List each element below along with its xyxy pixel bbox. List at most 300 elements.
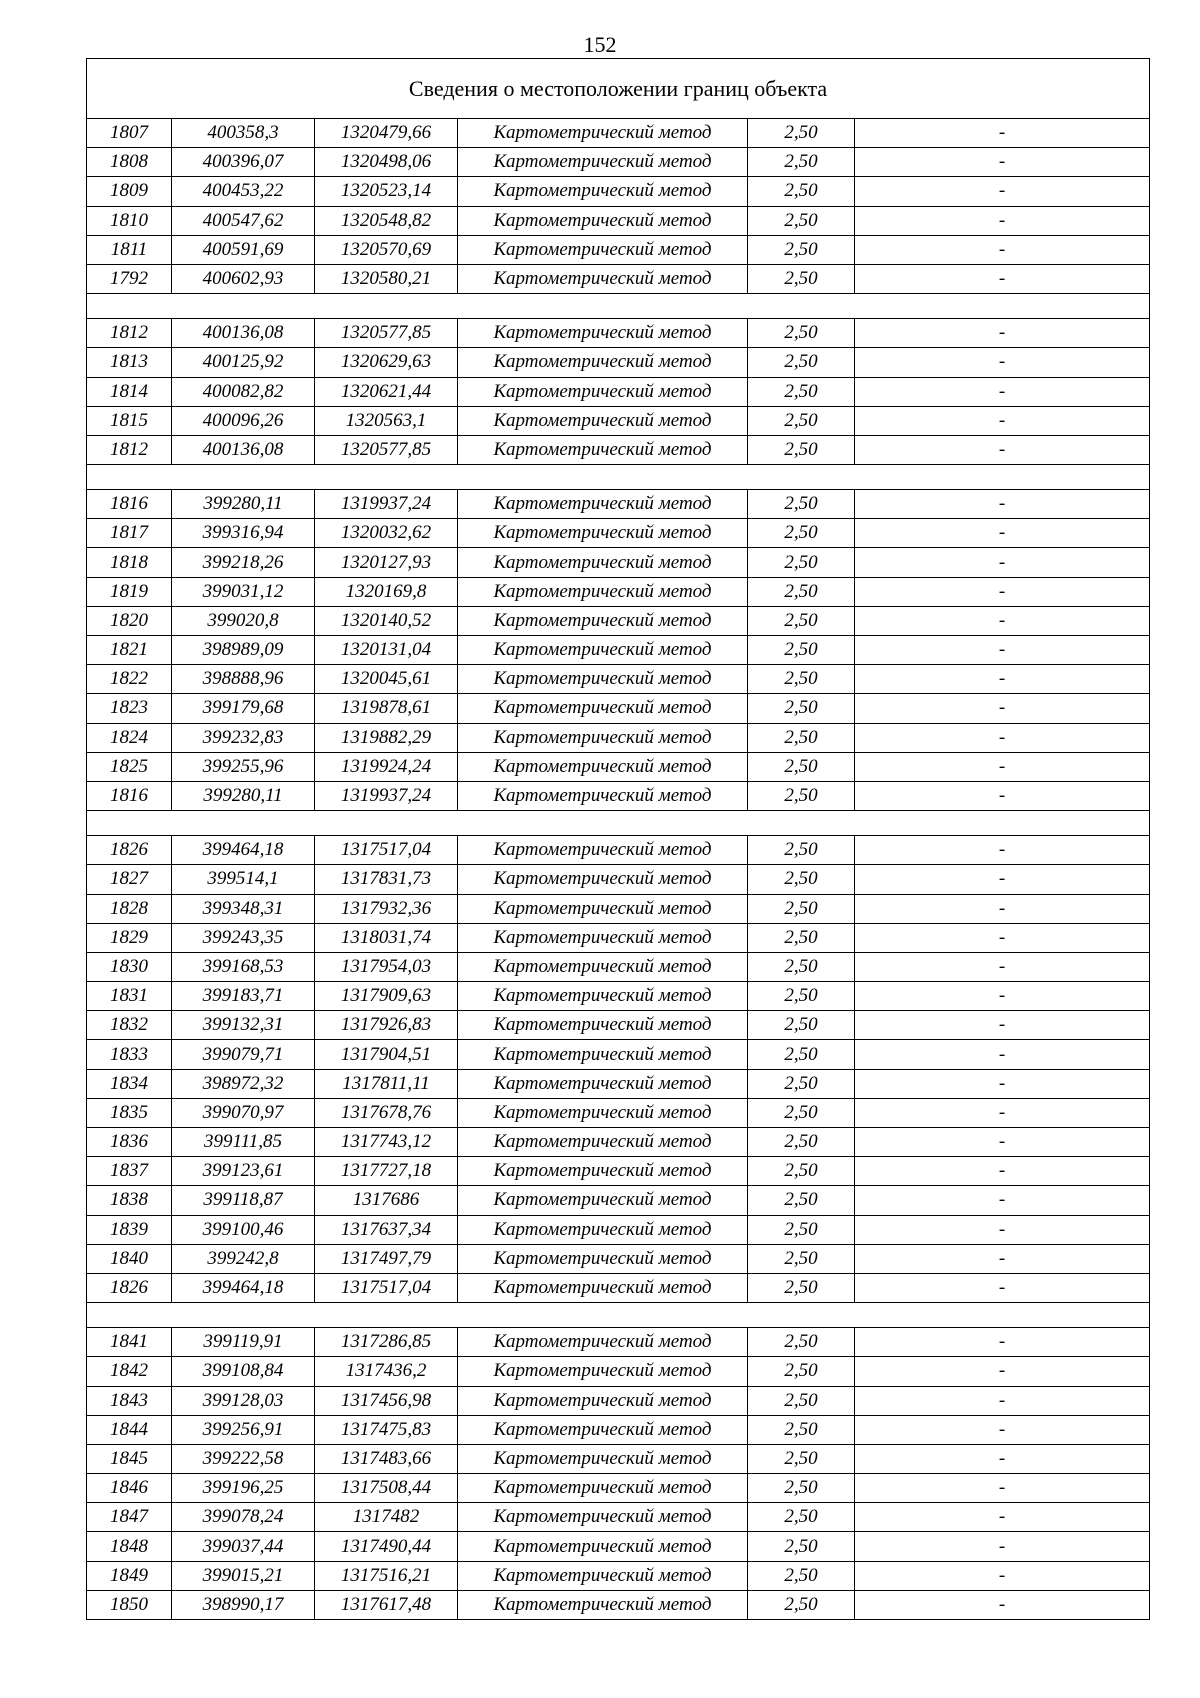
description-cell: - xyxy=(855,1474,1150,1503)
y-coordinate-cell: 1317727,18 xyxy=(315,1157,458,1186)
point-number-cell: 1813 xyxy=(87,348,172,377)
y-coordinate-cell: 1317516,21 xyxy=(315,1561,458,1590)
x-coordinate-cell: 399316,94 xyxy=(172,519,315,548)
description-cell: - xyxy=(855,148,1150,177)
x-coordinate-cell: 400358,3 xyxy=(172,119,315,148)
point-number-cell: 1836 xyxy=(87,1128,172,1157)
point-number-cell: 1844 xyxy=(87,1415,172,1444)
point-number-cell: 1839 xyxy=(87,1215,172,1244)
x-coordinate-cell: 399464,18 xyxy=(172,836,315,865)
accuracy-cell: 2,50 xyxy=(748,1328,855,1357)
x-coordinate-cell: 400602,93 xyxy=(172,264,315,293)
description-cell: - xyxy=(855,1357,1150,1386)
point-number-cell: 1831 xyxy=(87,982,172,1011)
point-number-cell: 1830 xyxy=(87,952,172,981)
accuracy-cell: 2,50 xyxy=(748,119,855,148)
accuracy-cell: 2,50 xyxy=(748,348,855,377)
x-coordinate-cell: 398972,32 xyxy=(172,1069,315,1098)
y-coordinate-cell: 1320570,69 xyxy=(315,235,458,264)
point-number-cell: 1826 xyxy=(87,836,172,865)
y-coordinate-cell: 1317497,79 xyxy=(315,1244,458,1273)
table-row xyxy=(87,1415,1150,1444)
method-cell: Картометрический метод xyxy=(458,606,748,635)
method-cell: Картометрический метод xyxy=(458,235,748,264)
separator-cell xyxy=(87,465,1150,490)
description-cell: - xyxy=(855,377,1150,406)
description-cell: - xyxy=(855,548,1150,577)
separator-cell xyxy=(87,294,1150,319)
x-coordinate-cell: 399123,61 xyxy=(172,1157,315,1186)
x-coordinate-cell: 399079,71 xyxy=(172,1040,315,1069)
description-cell: - xyxy=(855,982,1150,1011)
table-row xyxy=(87,894,1150,923)
point-number-cell: 1817 xyxy=(87,519,172,548)
method-cell: Картометрический метод xyxy=(458,1386,748,1415)
contour-separator-row xyxy=(87,1303,1150,1328)
point-number-cell: 1848 xyxy=(87,1532,172,1561)
y-coordinate-cell: 1317811,11 xyxy=(315,1069,458,1098)
description-cell: - xyxy=(855,1386,1150,1415)
accuracy-cell: 2,50 xyxy=(748,923,855,952)
point-number-cell: 1827 xyxy=(87,865,172,894)
x-coordinate-cell: 399037,44 xyxy=(172,1532,315,1561)
accuracy-cell: 2,50 xyxy=(748,1474,855,1503)
description-cell: - xyxy=(855,264,1150,293)
method-cell: Картометрический метод xyxy=(458,1273,748,1302)
method-cell: Картометрический метод xyxy=(458,148,748,177)
table-row xyxy=(87,435,1150,464)
method-cell: Картометрический метод xyxy=(458,1561,748,1590)
accuracy-cell: 2,50 xyxy=(748,1215,855,1244)
y-coordinate-cell: 1320479,66 xyxy=(315,119,458,148)
boundary-table-container xyxy=(86,58,1149,1620)
point-number-cell: 1847 xyxy=(87,1503,172,1532)
description-cell: - xyxy=(855,519,1150,548)
y-coordinate-cell: 1317508,44 xyxy=(315,1474,458,1503)
description-cell: - xyxy=(855,1273,1150,1302)
description-cell: - xyxy=(855,781,1150,810)
table-row xyxy=(87,1011,1150,1040)
method-cell: Картометрический метод xyxy=(458,781,748,810)
method-cell: Картометрический метод xyxy=(458,206,748,235)
x-coordinate-cell: 399218,26 xyxy=(172,548,315,577)
y-coordinate-cell: 1320621,44 xyxy=(315,377,458,406)
separator-cell xyxy=(87,1303,1150,1328)
contour-separator-row xyxy=(87,811,1150,836)
accuracy-cell: 2,50 xyxy=(748,377,855,406)
table-row xyxy=(87,836,1150,865)
accuracy-cell: 2,50 xyxy=(748,723,855,752)
table-row xyxy=(87,406,1150,435)
y-coordinate-cell: 1318031,74 xyxy=(315,923,458,952)
method-cell: Картометрический метод xyxy=(458,836,748,865)
table-row xyxy=(87,490,1150,519)
point-number-cell: 1810 xyxy=(87,206,172,235)
method-cell: Картометрический метод xyxy=(458,694,748,723)
accuracy-cell: 2,50 xyxy=(748,577,855,606)
y-coordinate-cell: 1320563,1 xyxy=(315,406,458,435)
table-row xyxy=(87,1040,1150,1069)
point-number-cell: 1828 xyxy=(87,894,172,923)
x-coordinate-cell: 399256,91 xyxy=(172,1415,315,1444)
point-number-cell: 1838 xyxy=(87,1186,172,1215)
y-coordinate-cell: 1317904,51 xyxy=(315,1040,458,1069)
method-cell: Картометрический метод xyxy=(458,177,748,206)
point-number-cell: 1812 xyxy=(87,319,172,348)
method-cell: Картометрический метод xyxy=(458,1069,748,1098)
accuracy-cell: 2,50 xyxy=(748,606,855,635)
point-number-cell: 1816 xyxy=(87,490,172,519)
table-row xyxy=(87,723,1150,752)
y-coordinate-cell: 1317490,44 xyxy=(315,1532,458,1561)
table-row xyxy=(87,1186,1150,1215)
accuracy-cell: 2,50 xyxy=(748,1098,855,1127)
description-cell: - xyxy=(855,665,1150,694)
description-cell: - xyxy=(855,1186,1150,1215)
x-coordinate-cell: 399108,84 xyxy=(172,1357,315,1386)
point-number-cell: 1821 xyxy=(87,636,172,665)
point-number-cell: 1807 xyxy=(87,119,172,148)
y-coordinate-cell: 1320127,93 xyxy=(315,548,458,577)
point-number-cell: 1816 xyxy=(87,781,172,810)
point-number-cell: 1808 xyxy=(87,148,172,177)
description-cell: - xyxy=(855,1040,1150,1069)
accuracy-cell: 2,50 xyxy=(748,665,855,694)
y-coordinate-cell: 1317475,83 xyxy=(315,1415,458,1444)
x-coordinate-cell: 399514,1 xyxy=(172,865,315,894)
x-coordinate-cell: 400136,08 xyxy=(172,319,315,348)
accuracy-cell: 2,50 xyxy=(748,636,855,665)
description-cell: - xyxy=(855,836,1150,865)
point-number-cell: 1837 xyxy=(87,1157,172,1186)
method-cell: Картометрический метод xyxy=(458,1244,748,1273)
description-cell: - xyxy=(855,952,1150,981)
y-coordinate-cell: 1317517,04 xyxy=(315,1273,458,1302)
description-cell: - xyxy=(855,406,1150,435)
accuracy-cell: 2,50 xyxy=(748,865,855,894)
point-number-cell: 1822 xyxy=(87,665,172,694)
accuracy-cell: 2,50 xyxy=(748,781,855,810)
method-cell: Картометрический метод xyxy=(458,894,748,923)
point-number-cell: 1792 xyxy=(87,264,172,293)
y-coordinate-cell: 1317831,73 xyxy=(315,865,458,894)
table-row xyxy=(87,1157,1150,1186)
x-coordinate-cell: 399179,68 xyxy=(172,694,315,723)
y-coordinate-cell: 1317686 xyxy=(315,1186,458,1215)
x-coordinate-cell: 399100,46 xyxy=(172,1215,315,1244)
x-coordinate-cell: 398888,96 xyxy=(172,665,315,694)
table-title-row xyxy=(87,59,1150,119)
accuracy-cell: 2,50 xyxy=(748,264,855,293)
table-row xyxy=(87,1069,1150,1098)
table-row xyxy=(87,781,1150,810)
table-row xyxy=(87,1590,1150,1619)
table-row xyxy=(87,636,1150,665)
y-coordinate-cell: 1317637,34 xyxy=(315,1215,458,1244)
method-cell: Картометрический метод xyxy=(458,952,748,981)
table-row xyxy=(87,235,1150,264)
page-number: 152 xyxy=(583,32,617,57)
table-row xyxy=(87,1328,1150,1357)
accuracy-cell: 2,50 xyxy=(748,694,855,723)
x-coordinate-cell: 400136,08 xyxy=(172,435,315,464)
table-row xyxy=(87,206,1150,235)
method-cell: Картометрический метод xyxy=(458,1328,748,1357)
description-cell: - xyxy=(855,1561,1150,1590)
x-coordinate-cell: 399128,03 xyxy=(172,1386,315,1415)
y-coordinate-cell: 1317909,63 xyxy=(315,982,458,1011)
description-cell: - xyxy=(855,119,1150,148)
x-coordinate-cell: 399243,35 xyxy=(172,923,315,952)
x-coordinate-cell: 399222,58 xyxy=(172,1444,315,1473)
y-coordinate-cell: 1317286,85 xyxy=(315,1328,458,1357)
description-cell: - xyxy=(855,1157,1150,1186)
x-coordinate-cell: 398990,17 xyxy=(172,1590,315,1619)
description-cell: - xyxy=(855,1244,1150,1273)
accuracy-cell: 2,50 xyxy=(748,1244,855,1273)
x-coordinate-cell: 399070,97 xyxy=(172,1098,315,1127)
point-number-cell: 1840 xyxy=(87,1244,172,1273)
description-cell: - xyxy=(855,177,1150,206)
method-cell: Картометрический метод xyxy=(458,1215,748,1244)
accuracy-cell: 2,50 xyxy=(748,1011,855,1040)
x-coordinate-cell: 400096,26 xyxy=(172,406,315,435)
method-cell: Картометрический метод xyxy=(458,923,748,952)
description-cell: - xyxy=(855,348,1150,377)
accuracy-cell: 2,50 xyxy=(748,490,855,519)
y-coordinate-cell: 1317926,83 xyxy=(315,1011,458,1040)
boundary-coordinates-table xyxy=(86,58,1150,1620)
accuracy-cell: 2,50 xyxy=(748,519,855,548)
method-cell: Картометрический метод xyxy=(458,264,748,293)
description-cell: - xyxy=(855,577,1150,606)
table-row xyxy=(87,1474,1150,1503)
x-coordinate-cell: 399119,91 xyxy=(172,1328,315,1357)
x-coordinate-cell: 399015,21 xyxy=(172,1561,315,1590)
method-cell: Картометрический метод xyxy=(458,636,748,665)
table-row xyxy=(87,148,1150,177)
description-cell: - xyxy=(855,1098,1150,1127)
accuracy-cell: 2,50 xyxy=(748,1561,855,1590)
y-coordinate-cell: 1320169,8 xyxy=(315,577,458,606)
table-row xyxy=(87,319,1150,348)
table-row xyxy=(87,1273,1150,1302)
point-number-cell: 1845 xyxy=(87,1444,172,1473)
table-row xyxy=(87,694,1150,723)
method-cell: Картометрический метод xyxy=(458,1011,748,1040)
x-coordinate-cell: 400547,62 xyxy=(172,206,315,235)
description-cell: - xyxy=(855,1415,1150,1444)
table-row xyxy=(87,119,1150,148)
accuracy-cell: 2,50 xyxy=(748,752,855,781)
accuracy-cell: 2,50 xyxy=(748,235,855,264)
y-coordinate-cell: 1320131,04 xyxy=(315,636,458,665)
method-cell: Картометрический метод xyxy=(458,1415,748,1444)
method-cell: Картометрический метод xyxy=(458,1532,748,1561)
table-row xyxy=(87,177,1150,206)
point-number-cell: 1832 xyxy=(87,1011,172,1040)
point-number-cell: 1812 xyxy=(87,435,172,464)
method-cell: Картометрический метод xyxy=(458,348,748,377)
description-cell: - xyxy=(855,435,1150,464)
accuracy-cell: 2,50 xyxy=(748,1128,855,1157)
description-cell: - xyxy=(855,694,1150,723)
y-coordinate-cell: 1319924,24 xyxy=(315,752,458,781)
x-coordinate-cell: 399232,83 xyxy=(172,723,315,752)
table-row xyxy=(87,1244,1150,1273)
y-coordinate-cell: 1317743,12 xyxy=(315,1128,458,1157)
method-cell: Картометрический метод xyxy=(458,1357,748,1386)
description-cell: - xyxy=(855,723,1150,752)
method-cell: Картометрический метод xyxy=(458,665,748,694)
method-cell: Картометрический метод xyxy=(458,377,748,406)
point-number-cell: 1834 xyxy=(87,1069,172,1098)
table-row xyxy=(87,752,1150,781)
table-row xyxy=(87,264,1150,293)
x-coordinate-cell: 399348,31 xyxy=(172,894,315,923)
accuracy-cell: 2,50 xyxy=(748,1357,855,1386)
method-cell: Картометрический метод xyxy=(458,865,748,894)
table-row xyxy=(87,1561,1150,1590)
description-cell: - xyxy=(855,1011,1150,1040)
y-coordinate-cell: 1319937,24 xyxy=(315,490,458,519)
description-cell: - xyxy=(855,1069,1150,1098)
method-cell: Картометрический метод xyxy=(458,490,748,519)
x-coordinate-cell: 399464,18 xyxy=(172,1273,315,1302)
y-coordinate-cell: 1317436,2 xyxy=(315,1357,458,1386)
x-coordinate-cell: 400082,82 xyxy=(172,377,315,406)
table-row xyxy=(87,348,1150,377)
point-number-cell: 1846 xyxy=(87,1474,172,1503)
accuracy-cell: 2,50 xyxy=(748,1069,855,1098)
table-row xyxy=(87,1386,1150,1415)
x-coordinate-cell: 398989,09 xyxy=(172,636,315,665)
point-number-cell: 1820 xyxy=(87,606,172,635)
x-coordinate-cell: 400125,92 xyxy=(172,348,315,377)
description-cell: - xyxy=(855,1328,1150,1357)
accuracy-cell: 2,50 xyxy=(748,177,855,206)
method-cell: Картометрический метод xyxy=(458,319,748,348)
table-row xyxy=(87,982,1150,1011)
y-coordinate-cell: 1319882,29 xyxy=(315,723,458,752)
method-cell: Картометрический метод xyxy=(458,1186,748,1215)
x-coordinate-cell: 399111,85 xyxy=(172,1128,315,1157)
table-row xyxy=(87,1128,1150,1157)
method-cell: Картометрический метод xyxy=(458,1128,748,1157)
method-cell: Картометрический метод xyxy=(458,1157,748,1186)
description-cell: - xyxy=(855,1128,1150,1157)
accuracy-cell: 2,50 xyxy=(748,206,855,235)
x-coordinate-cell: 399183,71 xyxy=(172,982,315,1011)
accuracy-cell: 2,50 xyxy=(748,1040,855,1069)
y-coordinate-cell: 1317456,98 xyxy=(315,1386,458,1415)
y-coordinate-cell: 1317482 xyxy=(315,1503,458,1532)
table-row xyxy=(87,1444,1150,1473)
accuracy-cell: 2,50 xyxy=(748,406,855,435)
method-cell: Картометрический метод xyxy=(458,1590,748,1619)
x-coordinate-cell: 399280,11 xyxy=(172,781,315,810)
x-coordinate-cell: 399118,87 xyxy=(172,1186,315,1215)
table-row xyxy=(87,1532,1150,1561)
point-number-cell: 1824 xyxy=(87,723,172,752)
method-cell: Картометрический метод xyxy=(458,548,748,577)
description-cell: - xyxy=(855,206,1150,235)
description-cell: - xyxy=(855,1590,1150,1619)
accuracy-cell: 2,50 xyxy=(748,982,855,1011)
point-number-cell: 1843 xyxy=(87,1386,172,1415)
method-cell: Картометрический метод xyxy=(458,723,748,752)
description-cell: - xyxy=(855,490,1150,519)
accuracy-cell: 2,50 xyxy=(748,1590,855,1619)
table-row xyxy=(87,606,1150,635)
y-coordinate-cell: 1319878,61 xyxy=(315,694,458,723)
description-cell: - xyxy=(855,923,1150,952)
point-number-cell: 1850 xyxy=(87,1590,172,1619)
y-coordinate-cell: 1320548,82 xyxy=(315,206,458,235)
y-coordinate-cell: 1320629,63 xyxy=(315,348,458,377)
y-coordinate-cell: 1317954,03 xyxy=(315,952,458,981)
accuracy-cell: 2,50 xyxy=(748,894,855,923)
point-number-cell: 1809 xyxy=(87,177,172,206)
y-coordinate-cell: 1320032,62 xyxy=(315,519,458,548)
x-coordinate-cell: 400396,07 xyxy=(172,148,315,177)
x-coordinate-cell: 399132,31 xyxy=(172,1011,315,1040)
y-coordinate-cell: 1320045,61 xyxy=(315,665,458,694)
accuracy-cell: 2,50 xyxy=(748,1532,855,1561)
accuracy-cell: 2,50 xyxy=(748,435,855,464)
point-number-cell: 1811 xyxy=(87,235,172,264)
method-cell: Картометрический метод xyxy=(458,435,748,464)
contour-separator-row xyxy=(87,465,1150,490)
point-number-cell: 1835 xyxy=(87,1098,172,1127)
table-row xyxy=(87,577,1150,606)
description-cell: - xyxy=(855,894,1150,923)
x-coordinate-cell: 399031,12 xyxy=(172,577,315,606)
y-coordinate-cell: 1317483,66 xyxy=(315,1444,458,1473)
y-coordinate-cell: 1317517,04 xyxy=(315,836,458,865)
point-number-cell: 1815 xyxy=(87,406,172,435)
description-cell: - xyxy=(855,1444,1150,1473)
accuracy-cell: 2,50 xyxy=(748,1444,855,1473)
y-coordinate-cell: 1320577,85 xyxy=(315,319,458,348)
x-coordinate-cell: 400591,69 xyxy=(172,235,315,264)
method-cell: Картометрический метод xyxy=(458,752,748,781)
accuracy-cell: 2,50 xyxy=(748,1273,855,1302)
accuracy-cell: 2,50 xyxy=(748,836,855,865)
point-number-cell: 1819 xyxy=(87,577,172,606)
x-coordinate-cell: 399196,25 xyxy=(172,1474,315,1503)
y-coordinate-cell: 1320523,14 xyxy=(315,177,458,206)
table-row xyxy=(87,923,1150,952)
y-coordinate-cell: 1320140,52 xyxy=(315,606,458,635)
description-cell: - xyxy=(855,752,1150,781)
y-coordinate-cell: 1320498,06 xyxy=(315,148,458,177)
table-row xyxy=(87,1357,1150,1386)
description-cell: - xyxy=(855,606,1150,635)
separator-cell xyxy=(87,811,1150,836)
table-row xyxy=(87,1215,1150,1244)
description-cell: - xyxy=(855,319,1150,348)
accuracy-cell: 2,50 xyxy=(748,1157,855,1186)
method-cell: Картометрический метод xyxy=(458,982,748,1011)
point-number-cell: 1818 xyxy=(87,548,172,577)
y-coordinate-cell: 1317678,76 xyxy=(315,1098,458,1127)
table-row xyxy=(87,665,1150,694)
y-coordinate-cell: 1319937,24 xyxy=(315,781,458,810)
point-number-cell: 1842 xyxy=(87,1357,172,1386)
x-coordinate-cell: 399280,11 xyxy=(172,490,315,519)
table-row xyxy=(87,1503,1150,1532)
